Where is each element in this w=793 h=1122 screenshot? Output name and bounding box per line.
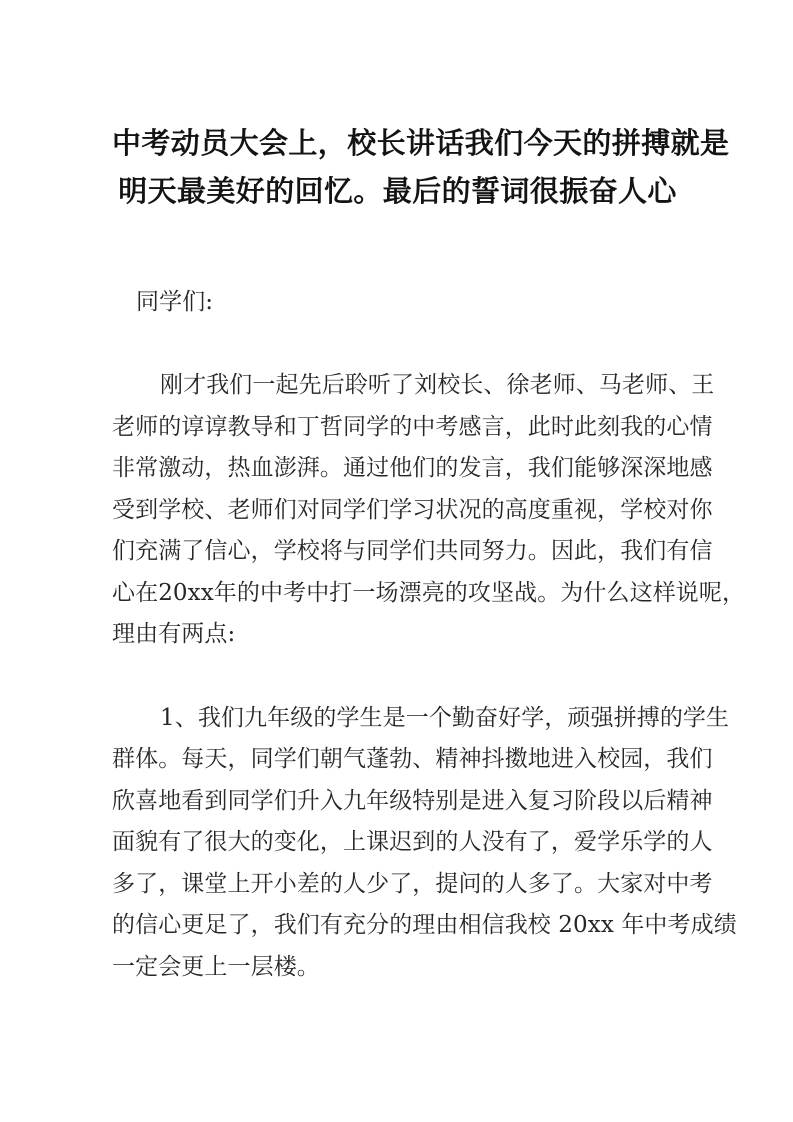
salutation-line: 同学们:: [136, 289, 214, 315]
paragraph-intro-line-4: 受到学校、老师们对同学们学习状况的高度重视，学校对你: [112, 496, 713, 523]
paragraph-intro-line-1: 刚才我们一起先后聆听了刘校长、徐老师、马老师、王: [160, 372, 715, 398]
paragraph-intro-line-5: 们充满了信心，学校将与同学们共同努力。因此，我们有信: [112, 538, 713, 564]
document-body: [112, 282, 746, 988]
paragraph-point-1-line-7: 一定会更上一层楼。: [112, 953, 320, 980]
page-title: [112, 119, 730, 215]
paragraph-point-1-line-4: 面貌有了很大的变化，上课迟到的人没有了，爱学乐学的人: [112, 829, 713, 855]
paragraph-point-1-line-1: 1、我们九年级的学生是一个勤奋好学，顽强拼搏的学生: [160, 704, 730, 731]
salutation: [112, 282, 683, 324]
paragraph-point-1-line-3: 欣喜地看到同学们升入九年级特别是进入复习阶段以后精神: [112, 787, 713, 814]
paragraph-point-1-line-5: 多了，课堂上开小差的人少了，提问的人多了。大家对中考: [112, 870, 713, 897]
paragraph-gap-2: [112, 656, 683, 698]
paragraph-intro: [112, 365, 746, 656]
paragraph-point-1-line-6: 的信心更足了，我们有充分的理由相信我校 20xx 年中考成绩: [112, 912, 737, 938]
title-line-1: 中考动员大会上，校长讲话我们今天的拼搏就是: [112, 126, 730, 160]
title-line-2: 明天最美好的回忆。最后的誓词很振奋人心: [118, 174, 677, 208]
paragraph-intro-line-6: 心在20xx年的中考中打一场漂亮的攻坚战。为什么这样说呢，: [112, 579, 746, 606]
paragraph-gap-1: [112, 324, 683, 366]
paragraph-intro-line-2: 老师的谆谆教导和丁哲同学的中考感言，此时此刻我的心情: [112, 413, 713, 440]
paragraph-point-1-line-2: 群体。每天，同学们朝气蓬勃、精神抖擞地进入校园，我们: [112, 746, 713, 772]
paragraph-intro-line-3: 非常激动，热血澎湃。通过他们的发言，我们能够深深地感: [112, 455, 713, 481]
paragraph-point-1: [112, 698, 737, 989]
paragraph-intro-line-7: 理由有两点:: [112, 621, 236, 647]
